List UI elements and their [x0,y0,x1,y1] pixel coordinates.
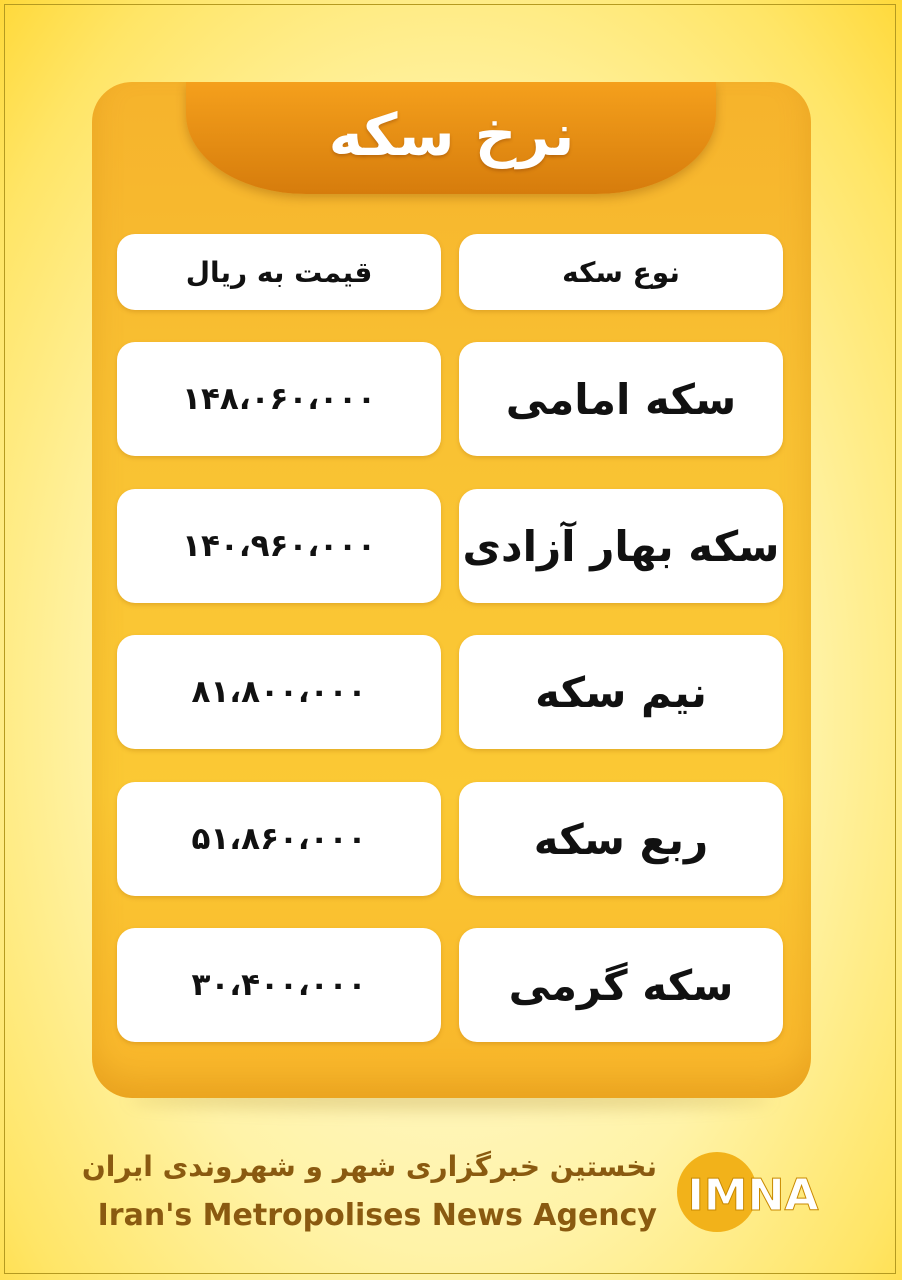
row-1-coin-name: سکه امامی [459,342,783,456]
row-1-price: ۱۴۸،۰۶۰،۰۰۰ [117,342,441,456]
row-5-coin-name: سکه گرمی [459,928,783,1042]
page-title: نرخ سکه [328,101,575,169]
agency-tagline-english: Iran's Metropolises News Agency [97,1198,657,1233]
row-3-price: ۸۱،۸۰۰،۰۰۰ [117,635,441,749]
row-5-price: ۳۰،۴۰۰،۰۰۰ [117,928,441,1042]
header-price: قیمت به ریال [117,234,441,310]
imna-logo-text: IMNA [687,1170,819,1221]
coin-price-card [92,82,811,1098]
row-4-price: ۵۱،۸۶۰،۰۰۰ [117,782,441,896]
row-3-coin-name: نیم سکه [459,635,783,749]
agency-tagline-persian: نخستین خبرگزاری شهر و شهروندی ایران [81,1150,657,1183]
row-2-coin-name: سکه بهار آزادی [459,489,783,603]
row-2-price: ۱۴۰،۹۶۰،۰۰۰ [117,489,441,603]
row-4-coin-name: ربع سکه [459,782,783,896]
imna-logo [673,1148,833,1236]
header-coin-type: نوع سکه [459,234,783,310]
